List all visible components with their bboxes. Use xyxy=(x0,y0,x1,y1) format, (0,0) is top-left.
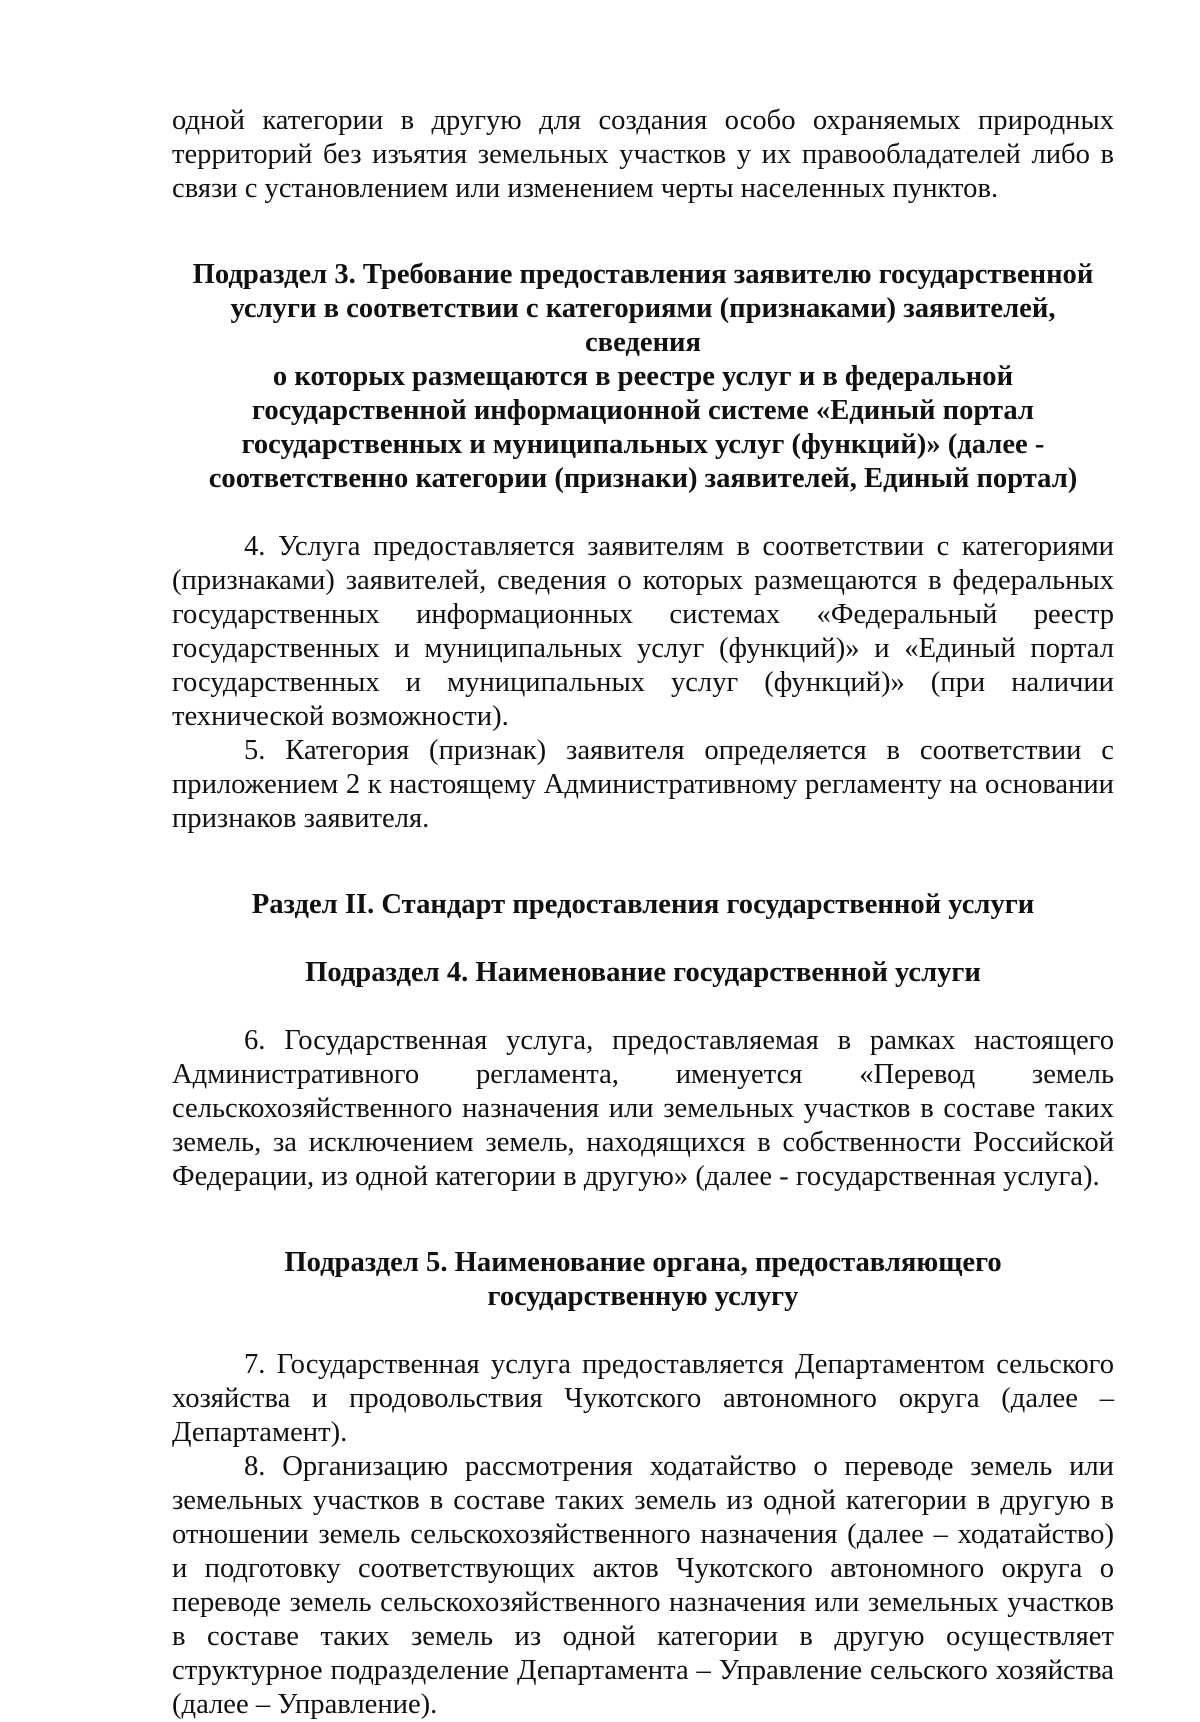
document-page xyxy=(172,104,1114,1722)
paragraph-4: 4. Услуга предоставляется заявителям в соответствии с категориями (признаками) заявителей, сведения о которых размещаются в федеральных государственных информационных системах «Федеральный реестр государственных и муниципальных услуг (функций)» и «Единый портал государственных и муниципальных услуг (функций)» (при наличии технической возможности). xyxy=(172,531,1114,732)
heading-line: Подраздел 5. Наименование органа, предоставляющего xyxy=(284,1247,1002,1278)
heading-line: государственную услугу xyxy=(487,1281,799,1312)
heading-line: Подраздел 3. Требование предоставления заявителю государственной xyxy=(192,259,1094,290)
paragraph-6: 6. Государственная услуга, предоставляемая в рамках настоящего Административного регламента, именуется «Перевод земель сельскохозяйственного назначения или земельных участков в составе таких земель, за исключением земель, находящихся в собственности Российской Федерации, из одной категории в другую» (далее - государственная услуга). xyxy=(172,1025,1114,1192)
heading-line: государственных и муниципальных услуг (функций)» (далее - xyxy=(241,429,1045,460)
heading-line: о которых размещаются в реестре услуг и в федеральной xyxy=(272,361,1014,392)
subsection-3-heading xyxy=(172,258,1114,496)
heading-line: соответственно категории (признаки) заявителей, Единый портал) xyxy=(208,463,1078,494)
paragraph-5: 5. Категория (признак) заявителя определяется в соответствии с приложением 2 к настоящему Административному регламенту на основании признаков заявителя. xyxy=(172,735,1114,834)
subsection-4-heading: Подраздел 4. Наименование государственной услуги xyxy=(305,957,981,988)
paragraph-7: 7. Государственная услуга предоставляется Департаментом сельского хозяйства и продовольствия Чукотского автономного округа (далее – Департамент). xyxy=(172,1349,1114,1448)
heading-line: услуги в соответствии с категориями (признаками) заявителей, сведения xyxy=(230,293,1056,358)
heading-line: государственной информационной системе «Единый портал xyxy=(252,395,1034,426)
subsection-5-heading xyxy=(172,1246,1114,1314)
section-2-heading: Раздел II. Стандарт предоставления государственной услуги xyxy=(251,889,1035,920)
paragraph-8: 8. Организацию рассмотрения ходатайство о переводе земель или земельных участков в составе таких земель из одной категории в другую в отношении земель сельскохозяйственного назначения (далее – ходатайство) и подготовку соответствующих актов Чукотского автономного округа о переводе земель сельскохозяйственного назначения или земельных участков в составе таких земель из одной категории в другую осуществляет структурное подразделение Департамента – Управление сельского хозяйства (далее – Управление). xyxy=(172,1451,1114,1720)
paragraph-continuation: одной категории в другую для создания особо охраняемых природных территорий без изъятия земельных участков у их правообладателей либо в связи с установлением или изменением черты населенных пунктов. xyxy=(172,105,1114,204)
